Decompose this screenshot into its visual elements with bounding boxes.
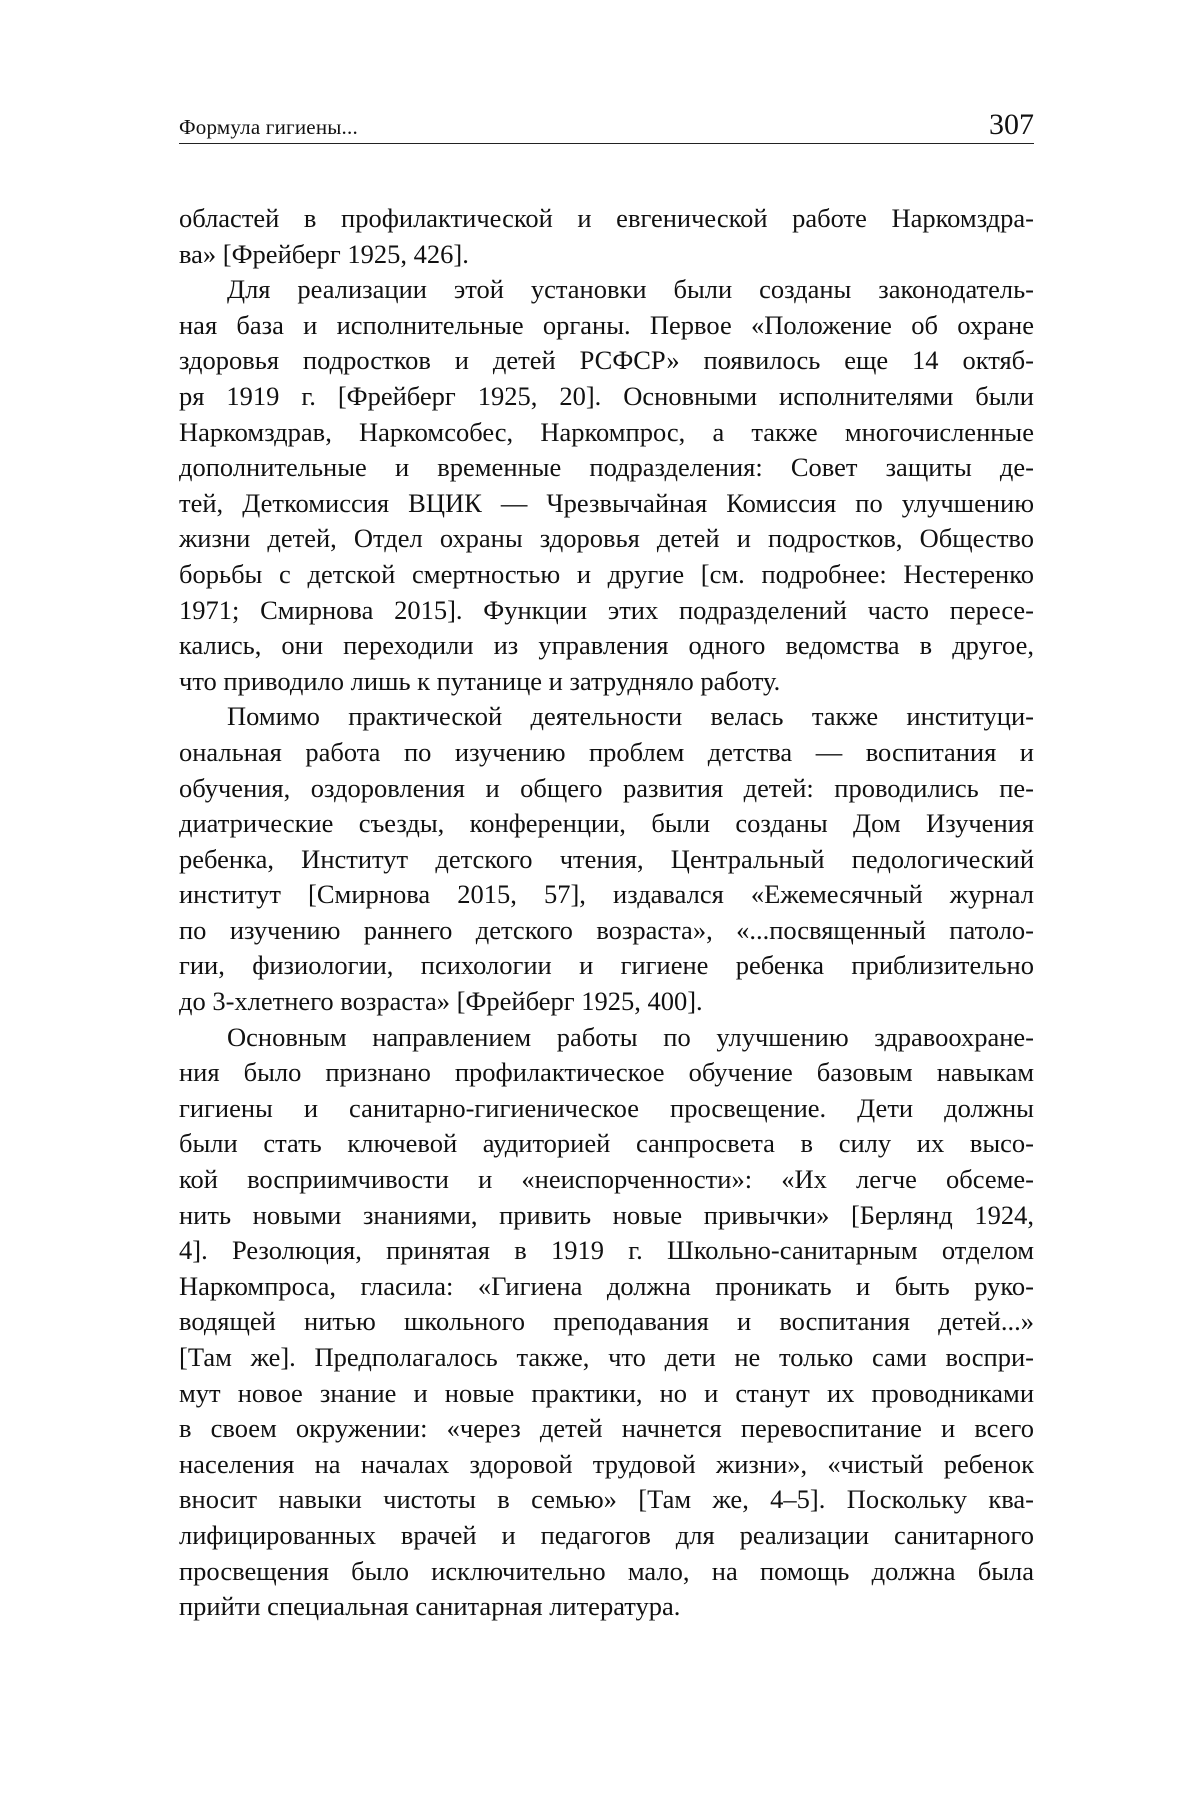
text-line: были стать ключевой аудиторией санпросвета в силу их высо- bbox=[179, 1128, 1034, 1159]
text-line: областей в профилактической и евгенической работе Наркомздра- bbox=[179, 203, 1034, 233]
text-line: [Там же]. Предполагалось также, что дети не только сами воспри- bbox=[179, 1342, 1034, 1372]
text-line: кались, они переходили из управления одного ведомства в другое, bbox=[179, 630, 1034, 661]
text-line: ва» [Фрейберг 1925, 426]. bbox=[179, 238, 469, 269]
text-line: нить новыми знаниями, привить новые привычки» [Берлянд 1924, bbox=[179, 1199, 1034, 1230]
text-line: тей, Деткомиссия ВЦИК — Чрезвычайная Комиссия по улучшению bbox=[179, 487, 1034, 518]
text-line: институт [Смирнова 2015, 57], издавался «Ежемесячный журнал bbox=[179, 879, 1034, 910]
text-line: Помимо практической деятельности велась также институци- bbox=[227, 701, 1034, 732]
paragraph bbox=[179, 699, 1034, 1019]
text-line: кой восприимчивости и «неиспорченности»: «Их легче обсеме- bbox=[179, 1164, 1034, 1195]
text-line: дополнительные и временные подразделения: Совет защиты де- bbox=[179, 452, 1034, 483]
paragraph bbox=[179, 1020, 1034, 1625]
text-line: Наркомпроса, гласила: «Гигиена должна проникать и быть руко- bbox=[179, 1270, 1034, 1301]
page-number: 307 bbox=[989, 108, 1034, 141]
text-line: обучения, оздоровления и общего развития детей: проводились пе- bbox=[179, 772, 1034, 803]
text-line: что приводило лишь к путанице и затрудняло работу. bbox=[179, 665, 781, 696]
running-header bbox=[179, 104, 1034, 144]
text-line: гии, физиологии, психологии и гигиене ребенка приблизительно bbox=[179, 950, 1034, 981]
paragraph bbox=[179, 272, 1034, 699]
text-line: 4]. Резолюция, принятая в 1919 г. Школьно-санитарным отделом bbox=[179, 1235, 1034, 1266]
text-line: мут новое знание и новые практики, но и станут их проводниками bbox=[179, 1377, 1034, 1408]
text-line: по изучению раннего детского возраста», «...посвященный патоло- bbox=[179, 914, 1034, 945]
paragraph bbox=[179, 201, 1034, 272]
text-line: ональная работа по изучению проблем детства — воспитания и bbox=[179, 736, 1034, 767]
running-title: Формула гигиены... bbox=[179, 115, 358, 139]
text-line: Основным направлением работы по улучшению здравоохране- bbox=[227, 1021, 1034, 1052]
text-line: борьбы с детской смертностью и другие [см. подробнее: Нестеренко bbox=[179, 558, 1034, 589]
text-line: здоровья подростков и детей РСФСР» появилось еще 14 октяб- bbox=[179, 345, 1034, 376]
text-line: жизни детей, Отдел охраны здоровья детей и подростков, Общество bbox=[179, 523, 1034, 554]
text-line: в своем окружении: «через детей начнется перевоспитание и всего bbox=[179, 1413, 1034, 1444]
text-line: гигиены и санитарно-гигиеническое просвещение. Дети должны bbox=[179, 1092, 1034, 1123]
text-line: ребенка, Институт детского чтения, Центральный педологический bbox=[179, 843, 1034, 874]
text-line: диатрические съезды, конференции, были созданы Дом Изучения bbox=[179, 808, 1034, 839]
text-line: прийти специальная санитарная литература. bbox=[179, 1591, 681, 1622]
text-line: ная база и исполнительные органы. Первое «Положение об охране bbox=[179, 309, 1034, 340]
text-line: Для реализации этой установки были созданы законодатель- bbox=[227, 274, 1034, 305]
text-line: просвещения было исключительно мало, на помощь должна была bbox=[179, 1555, 1034, 1586]
text-line: до 3-хлетнего возраста» [Фрейберг 1925, 400]. bbox=[179, 986, 703, 1017]
body-text bbox=[179, 201, 1034, 1625]
text-line: вносит навыки чистоты в семью» [Там же, 4–5]. Поскольку ква- bbox=[179, 1484, 1034, 1515]
text-line: Наркомздрав, Наркомсобес, Наркомпрос, а также многочисленные bbox=[179, 416, 1034, 447]
text-line: ния было признано профилактическое обучение базовым навыкам bbox=[179, 1057, 1034, 1088]
text-line: населения на началах здоровой трудовой жизни», «чистый ребенок bbox=[179, 1448, 1034, 1479]
text-line: 1971; Смирнова 2015]. Функции этих подразделений часто пересе- bbox=[179, 594, 1034, 625]
text-line: водящей нитью школьного преподавания и воспитания детей...» bbox=[179, 1306, 1034, 1337]
text-line: ря 1919 г. [Фрейберг 1925, 20]. Основными исполнителями были bbox=[179, 380, 1034, 411]
text-line: лифицированных врачей и педагогов для реализации санитарного bbox=[179, 1519, 1034, 1550]
